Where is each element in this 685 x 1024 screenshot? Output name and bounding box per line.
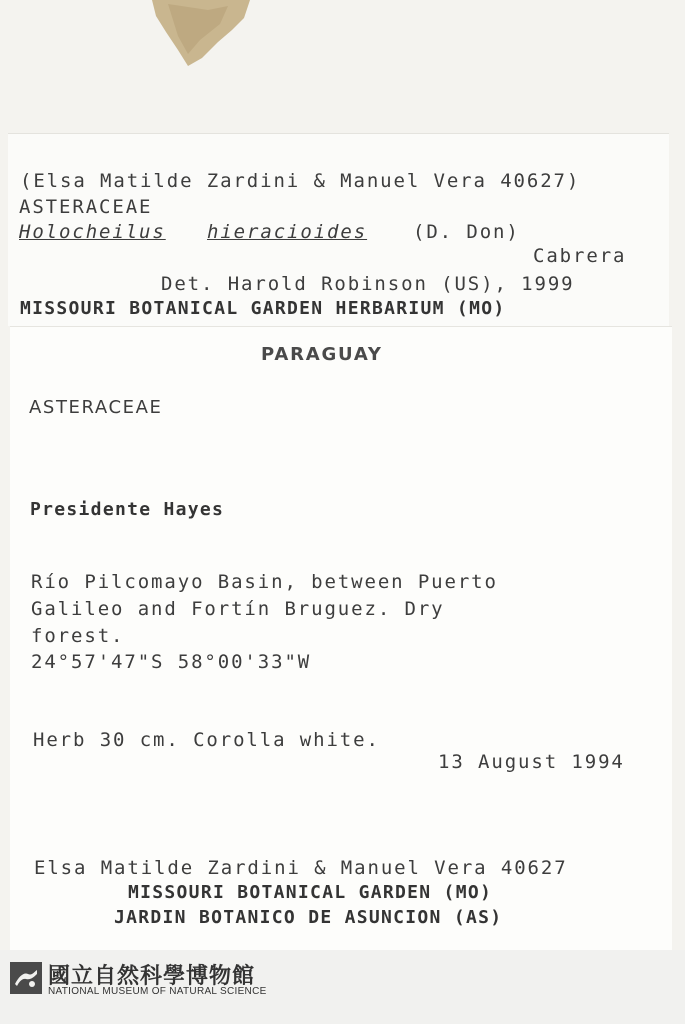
department: Presidente Hayes: [30, 499, 225, 520]
description: Herb 30 cm. Corolla white.: [33, 729, 380, 751]
institution-as: JARDIN BOTANICO DE ASUNCION (AS): [114, 907, 503, 928]
det-author-part1: (D. Don): [413, 221, 520, 243]
family: ASTERACEAE: [29, 397, 163, 418]
determination-label: [8, 133, 669, 326]
collectors: Elsa Matilde Zardini & Manuel Vera 40627: [34, 857, 568, 879]
det-author-part2: Cabrera: [533, 245, 627, 267]
det-family: ASTERACEAE: [19, 196, 153, 218]
det-determination: Det. Harold Robinson (US), 1999: [161, 273, 575, 295]
museum-name-en: NATIONAL MUSEUM OF NATURAL SCIENCE: [48, 986, 267, 997]
locality-line-1: Río Pilcomayo Basin, between Puerto: [31, 571, 498, 593]
locality-line-3: forest.: [31, 625, 125, 647]
det-genus: Holocheilus: [19, 221, 166, 243]
specimen-fragment: [148, 0, 258, 66]
coordinates: 24°57'47"S 58°00'33"W: [31, 651, 312, 673]
museum-footer: [0, 950, 685, 1024]
institution-mo: MISSOURI BOTANICAL GARDEN (MO): [128, 882, 493, 903]
det-herbarium: MISSOURI BOTANICAL GARDEN HERBARIUM (MO): [20, 298, 506, 319]
museum-name-cn: 國立自然科學博物館: [48, 964, 256, 989]
collection-label: [10, 326, 672, 951]
det-species: hieracioides: [207, 221, 368, 243]
country: PARAGUAY: [261, 344, 383, 365]
locality-line-2: Galileo and Fortín Bruguez. Dry: [31, 598, 445, 620]
collection-date: 13 August 1994: [438, 751, 625, 773]
det-collectors-line: (Elsa Matilde Zardini & Manuel Vera 40627): [20, 170, 581, 192]
museum-logo-icon: [10, 962, 42, 994]
